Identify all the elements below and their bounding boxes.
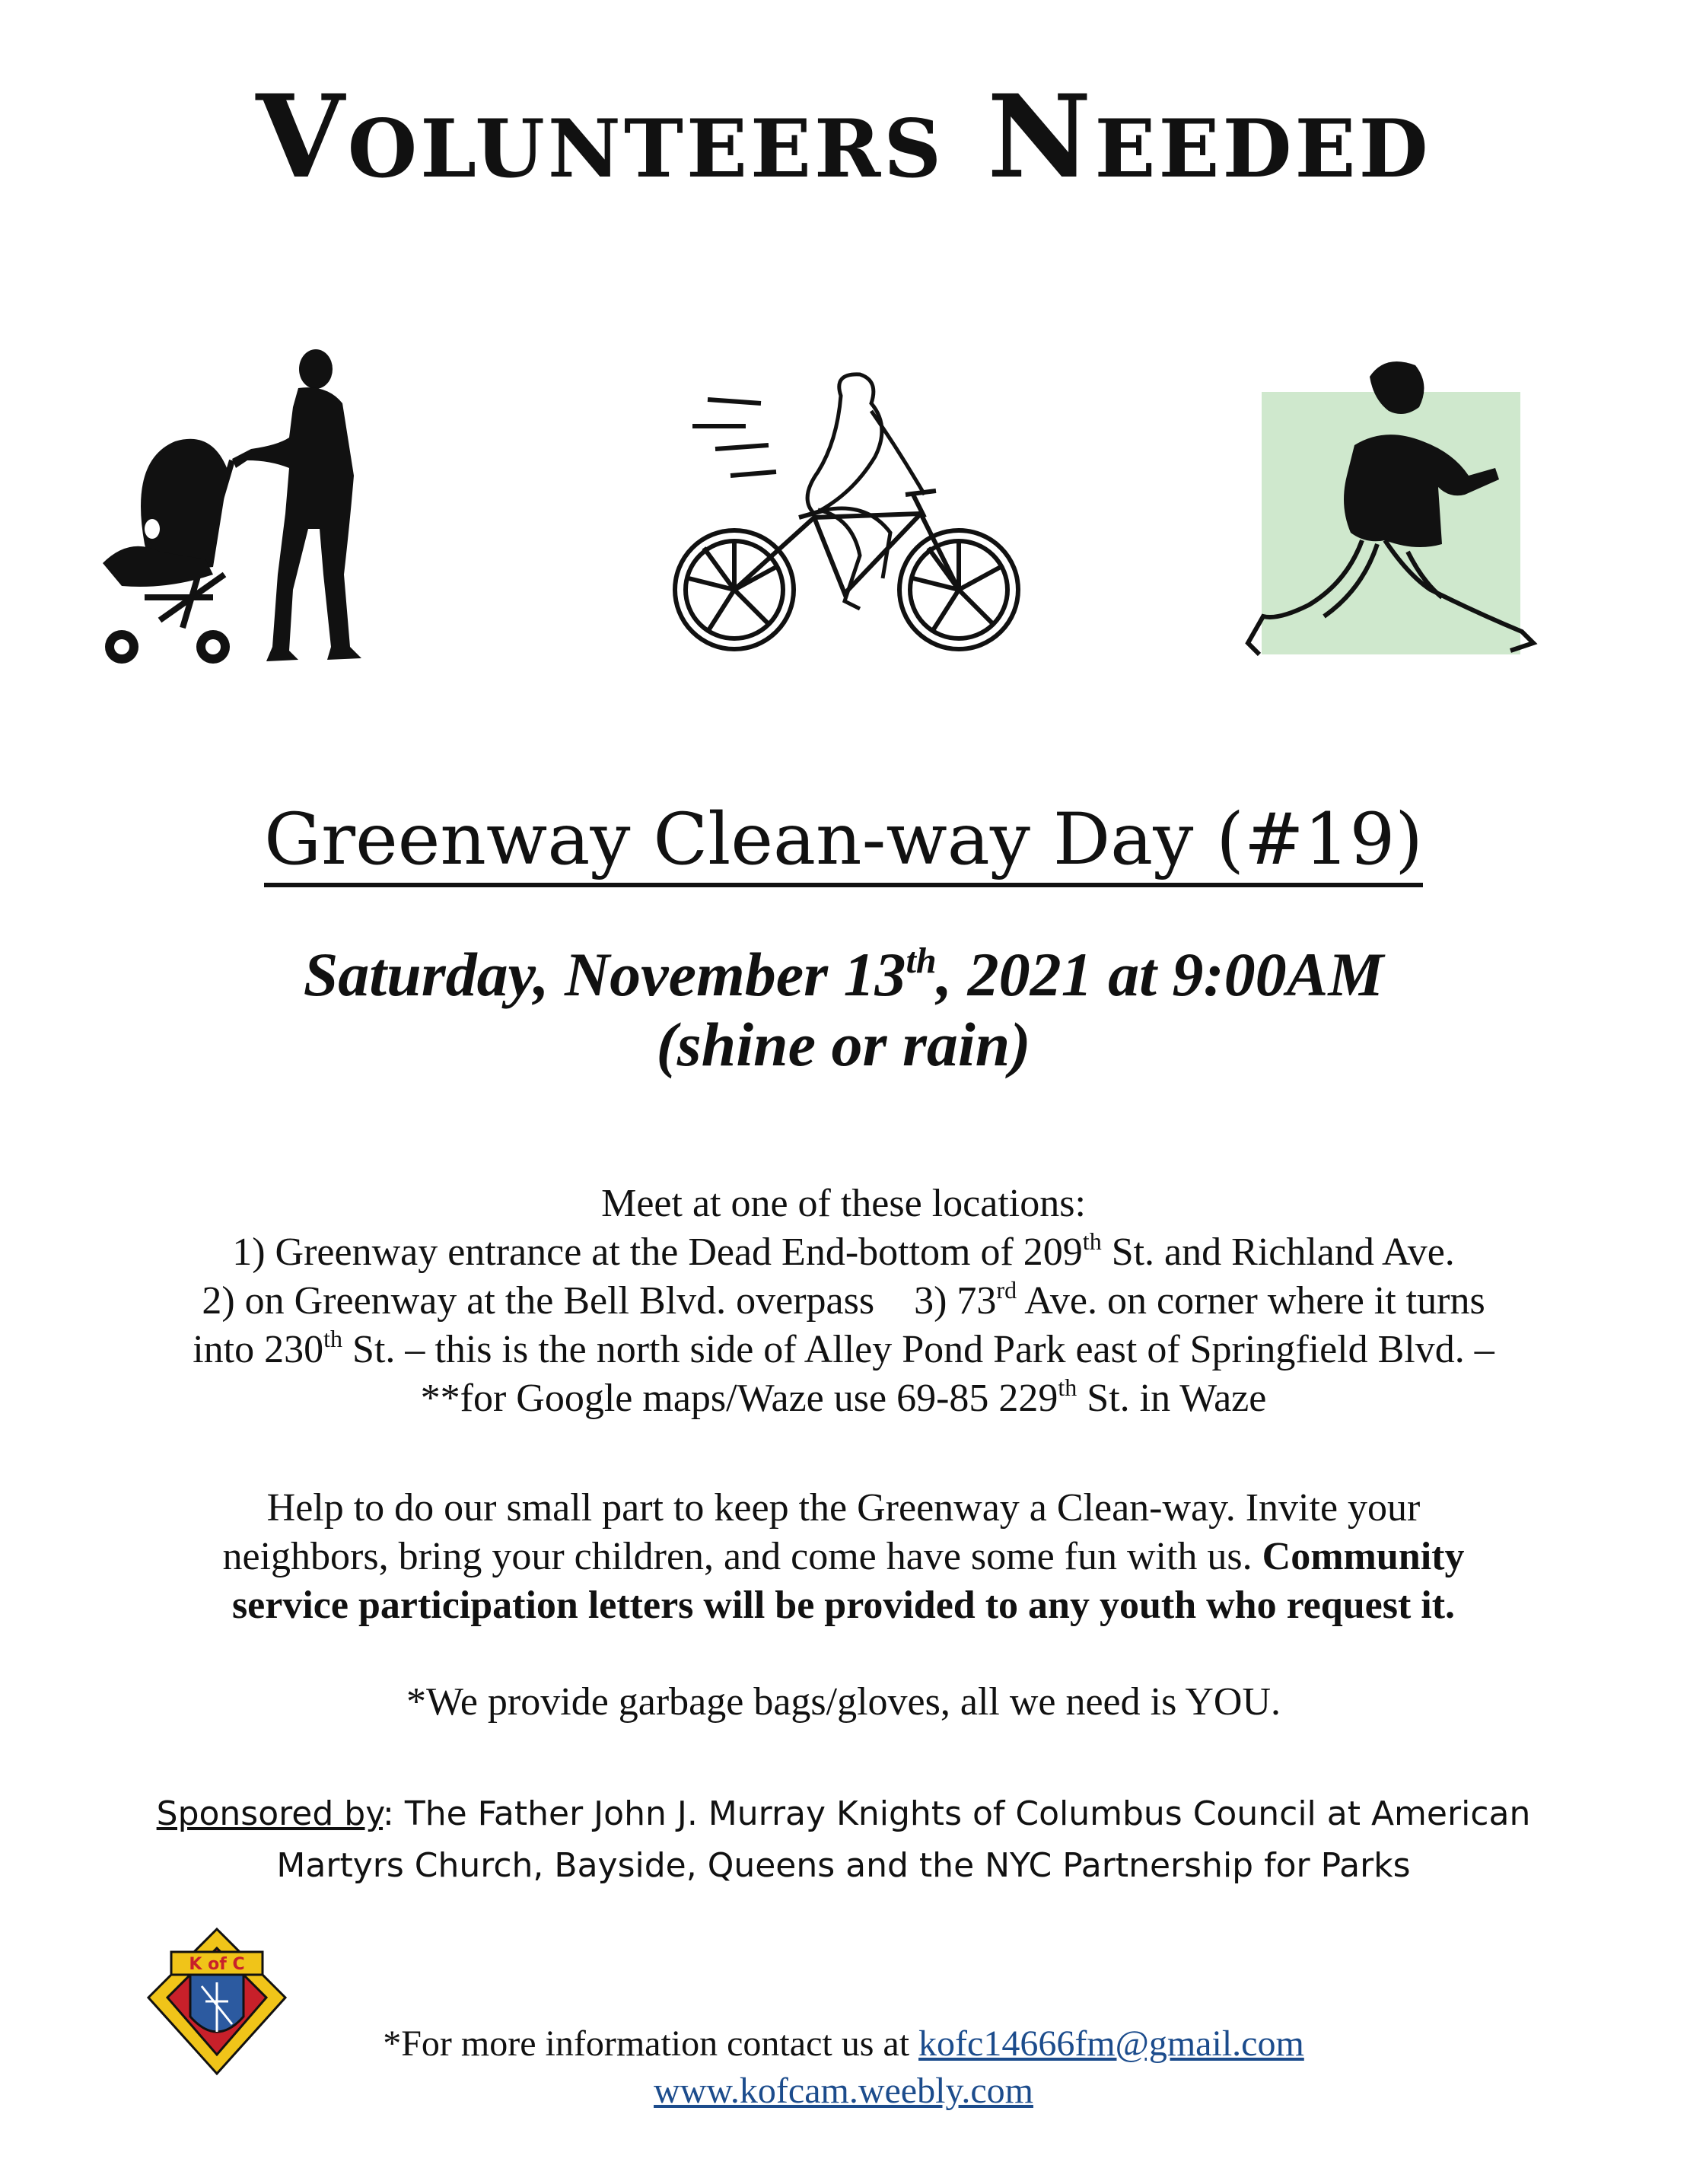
sponsor-line-1-text: : The Father John J. Murray Knights of Columbus Council at American (383, 1794, 1531, 1833)
location-line-2-a: 2) on Greenway at the Bell Blvd. overpass 3) 73 (202, 1279, 997, 1323)
location-line-1-sup: th (1082, 1227, 1102, 1255)
help-line-2 (0, 1533, 1687, 1581)
website-link[interactable]: www.kofcam.weebly.com (654, 2071, 1033, 2111)
location-line-4-a: **for Google maps/Waze use 69-85 229 (420, 1377, 1058, 1420)
headline: Volunteers Needed (256, 70, 1431, 204)
event-date-block (0, 940, 1687, 1080)
sponsor-label: Sponsored by (156, 1794, 384, 1833)
event-date-suffix: , 2021 at 9:00AM (936, 940, 1384, 1009)
help-line-3-bold: service participation letters will be provided to any youth who request it. (231, 1584, 1456, 1627)
location-line-4-b: St. in Waze (1077, 1377, 1267, 1420)
location-line-3-a: into 230 (193, 1328, 324, 1371)
person-pushing-stroller-icon (99, 346, 411, 670)
contact-prefix: *For more information contact us at (383, 2023, 919, 2064)
sponsor-line-2: Martyrs Church, Bayside, Queens and the NYC Partnership for Parks (276, 1846, 1411, 1885)
event-date (0, 940, 1687, 1010)
contact-block (228, 2020, 1459, 2115)
help-line-2-bold: Community (1262, 1535, 1465, 1578)
help-line-1: Help to do our small part to keep the Greenway a Clean-way. Invite your (266, 1486, 1421, 1530)
sponsor-block (0, 1788, 1687, 1892)
contact-email-link[interactable]: kofc14666fm@gmail.com (918, 2023, 1304, 2064)
location-line-4-sup: th (1058, 1374, 1077, 1401)
location-line-2 (0, 1277, 1687, 1326)
woman-cycling-icon (662, 365, 1042, 654)
event-title-text: Greenway Clean-way Day (#19) (264, 799, 1423, 887)
location-line-2-sup: rd (996, 1276, 1017, 1304)
location-line-3 (0, 1326, 1687, 1374)
location-line-3-b: St. – this is the north side of Alley Pond Park east of Springfield Blvd. – (342, 1328, 1494, 1371)
help-line-3 (0, 1581, 1687, 1630)
event-title (0, 799, 1687, 887)
man-running-icon (1233, 354, 1545, 685)
help-paragraph (0, 1484, 1687, 1630)
location-line-2-b: Ave. on corner where it turns (1017, 1279, 1485, 1323)
sponsor-line-1 (0, 1788, 1687, 1840)
location-line-4 (0, 1374, 1687, 1423)
help-line-2-plain: neighbors, bring your children, and come have some fun with us. (222, 1535, 1262, 1578)
provide-note: *We provide garbage bags/gloves, all we need is YOU. (406, 1680, 1281, 1724)
event-date-sup: th (906, 941, 937, 981)
location-line-1-a: 1) Greenway entrance at the Dead End-bottom of 209 (232, 1230, 1083, 1274)
locations-block (0, 1180, 1687, 1423)
logo-text: K of C (189, 1955, 245, 1974)
event-date-prefix: Saturday, November 13 (303, 940, 906, 1009)
event-weather: (shine or rain) (656, 1009, 1031, 1079)
contact-line (228, 2020, 1459, 2068)
location-line-3-sup: th (323, 1325, 343, 1352)
location-line-1 (0, 1228, 1687, 1277)
locations-intro: Meet at one of these locations: (601, 1182, 1086, 1225)
location-line-1-b: St. and Richland Ave. (1101, 1230, 1455, 1274)
